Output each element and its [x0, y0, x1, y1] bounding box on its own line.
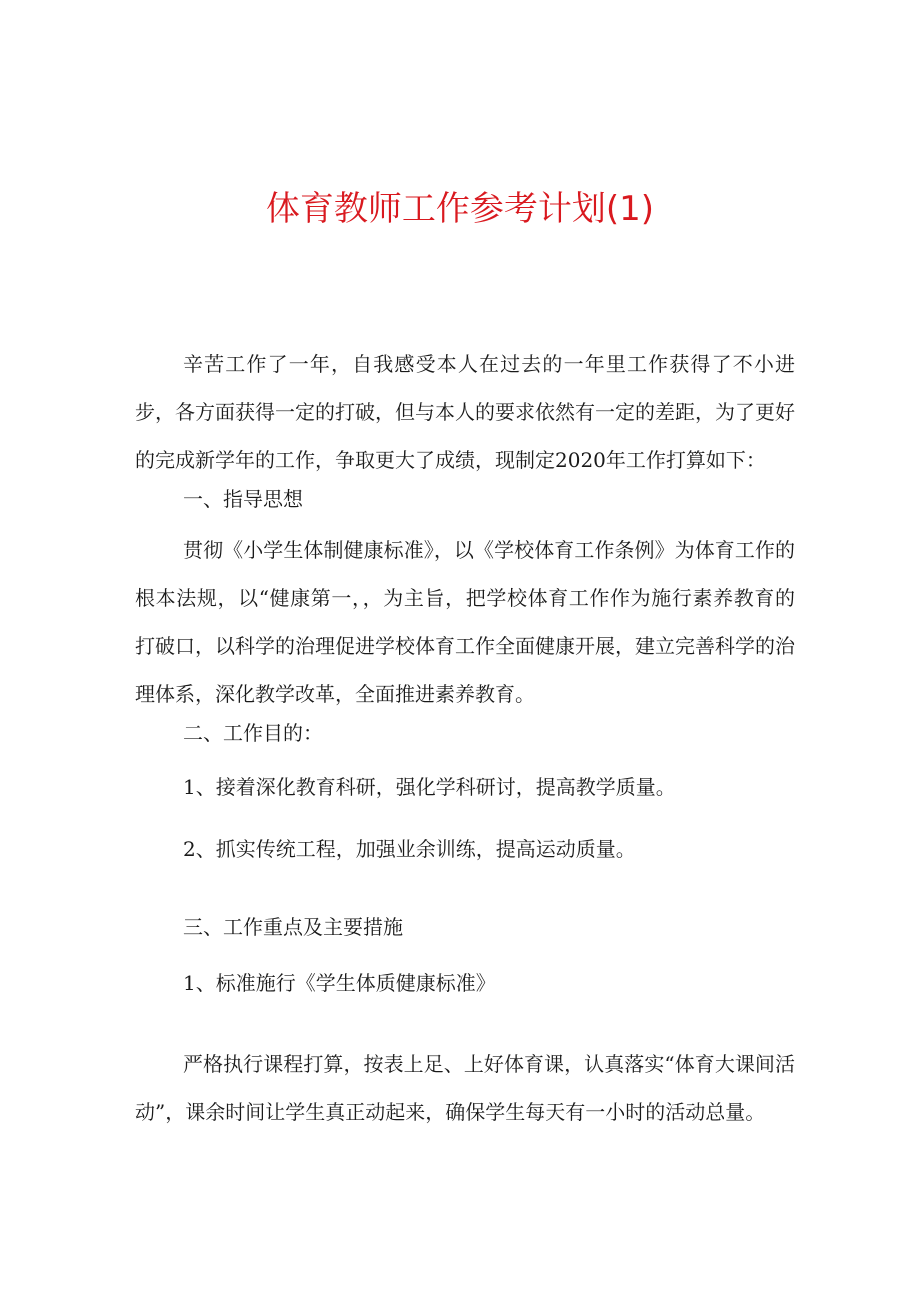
document-title: 体育教师工作参考计划(1) [265, 189, 655, 229]
section2-item-1: 1、接着深化教育科研，强化学科研讨，提高教学质量。 [183, 775, 676, 799]
section2-item-2: 2、抓实传统工程，加强业余训练，提高运动质量。 [183, 837, 636, 861]
section1-paragraph: 贯彻《小学生体制健康标准》，以《学校体育工作条例》为体育工作的根本法规，以“健康第一，，为主旨，把学校体育工作作为施行素养教育的打破口，以科学的治理促进学校体育工作全面健康开展，建立完善科学的治理体系，深化教学改革，全面推进素养教育。 [135, 538, 795, 706]
section1-heading: 一、指导思想 [183, 487, 303, 511]
section3-heading: 三、工作重点及主要措施 [183, 915, 403, 939]
intro-paragraph: 辛苦工作了一年，自我感受本人在过去的一年里工作获得了不小进步，各方面获得一定的打破，但与本人的要求依然有一定的差距，为了更好的完成新学年的工作，争取更大了成绩，现制定2020年工作打算如下： [135, 352, 795, 472]
section3-paragraph: 严格执行课程打算，按表上足、上好体育课，认真落实“体育大课间活动”，课余时间让学生真正动起来，确保学生每天有一小时的活动总量。 [135, 1052, 795, 1124]
section3-item-1: 1、标准施行《学生体质健康标准》 [183, 971, 496, 995]
section2-heading: 二、工作目的： [183, 721, 323, 745]
